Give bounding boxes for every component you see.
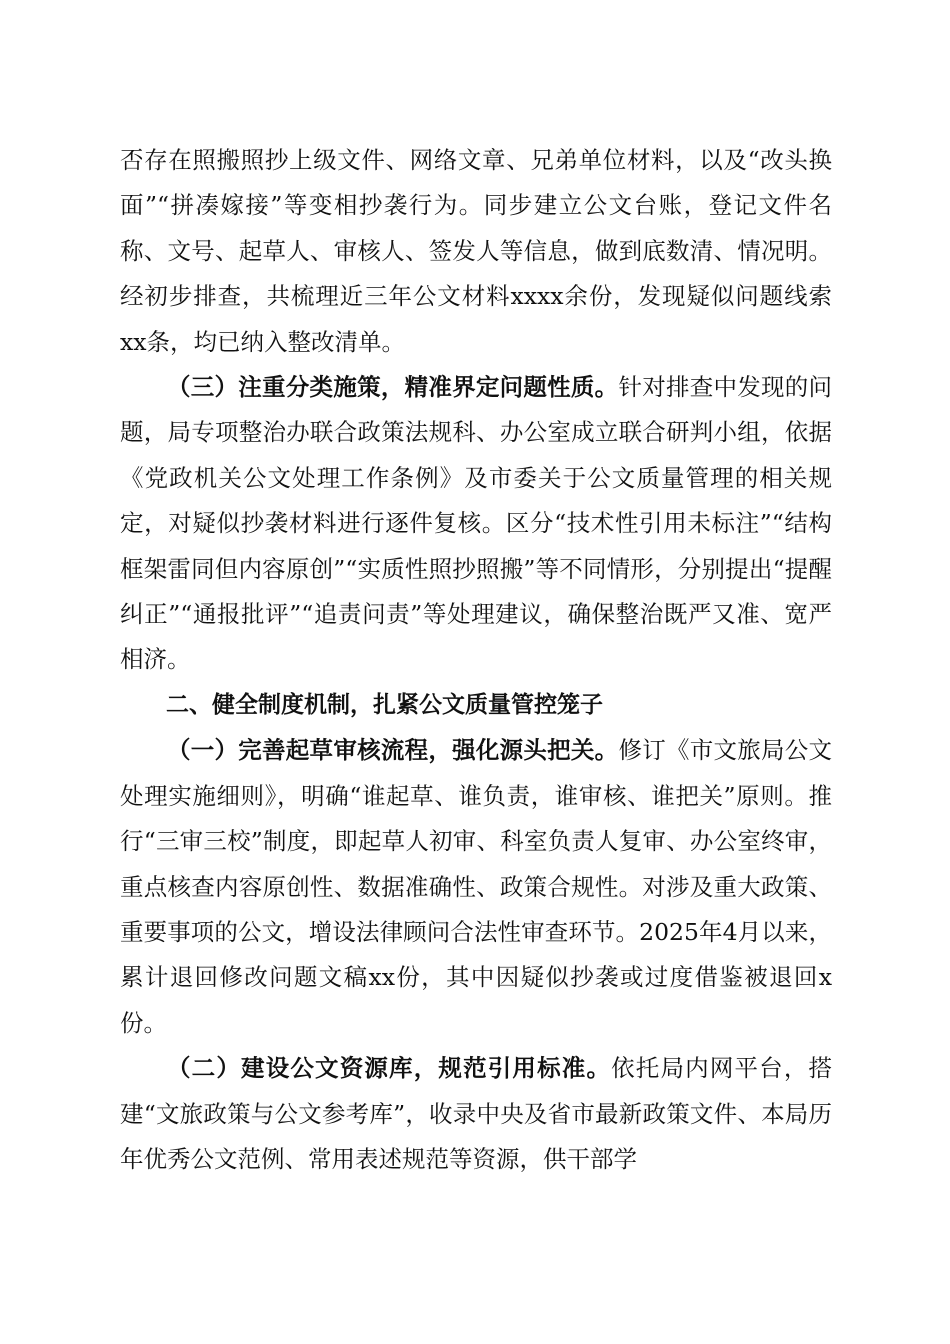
section-heading: 二、健全制度机制，扎紧公文质量管控笼子 (166, 691, 603, 718)
paragraph-4-body: 依托局内网平台，搭建“文旅政策与公文参考库”，收录中央及省市最新政策文件、本局历年优秀公文范例、常用表述规范等资源，供干部学 (120, 1054, 833, 1173)
paragraph-4-heading: （二）建设公文资源库，规范引用标准。 (167, 1054, 612, 1083)
paragraph-resource-library (120, 1046, 832, 1182)
paragraph-continued (120, 138, 832, 365)
paragraph-2-heading: （三）注重分类施策，精准界定问题性质。 (167, 373, 619, 402)
paragraph-3-heading: （一）完善起草审核流程，强化源头把关。 (167, 736, 619, 765)
paragraph-2-body: 针对排查中发现的问题，局专项整治办联合政策法规科、办公室成立联合研判小组，依据《党政机关公文处理工作条例》及市委关于公文质量管理的相关规定，对疑似抄袭材料进行逐件复核。区分“技术性引用未标注”“结构框架雷同但内容原创”“实质性照抄照搬”等不同情形，分别提出“提醒纠正”“通报批评”“追责问责”等处理建议，确保整治既严又准、宽严相济。 (120, 373, 833, 674)
paragraph-3-body: 修订《市文旅局公文处理实施细则》，明确“谁起草、谁负责，谁审核、谁把关”原则。推行“三审三校”制度，即起草人初审、科室负责人复审、办公室终审，重点核查内容原创性、数据准确性、政策合规性。对涉及重大政策、重要事项的公文，增设法律顾问合法性审查环节。2025年4月以来，累计退回修改问题文稿xx份，其中因疑似抄袭或过度借鉴被退回x份。 (120, 736, 833, 1037)
paragraph-1-text: 否存在照搬照抄上级文件、网络文章、兄弟单位材料，以及“改头换面”“拼凑嫁接”等变相抄袭行为。同步建立公文台账，登记文件名称、文号、起草人、审核人、签发人等信息，做到底数清、情况明。经初步排查，共梳理近三年公文材料xxxx余份，发现疑似问题线索xx条，均已纳入整改清单。 (120, 146, 832, 356)
paragraph-classification (120, 365, 832, 683)
document-body (120, 138, 832, 1182)
paragraph-review-process (120, 728, 832, 1046)
